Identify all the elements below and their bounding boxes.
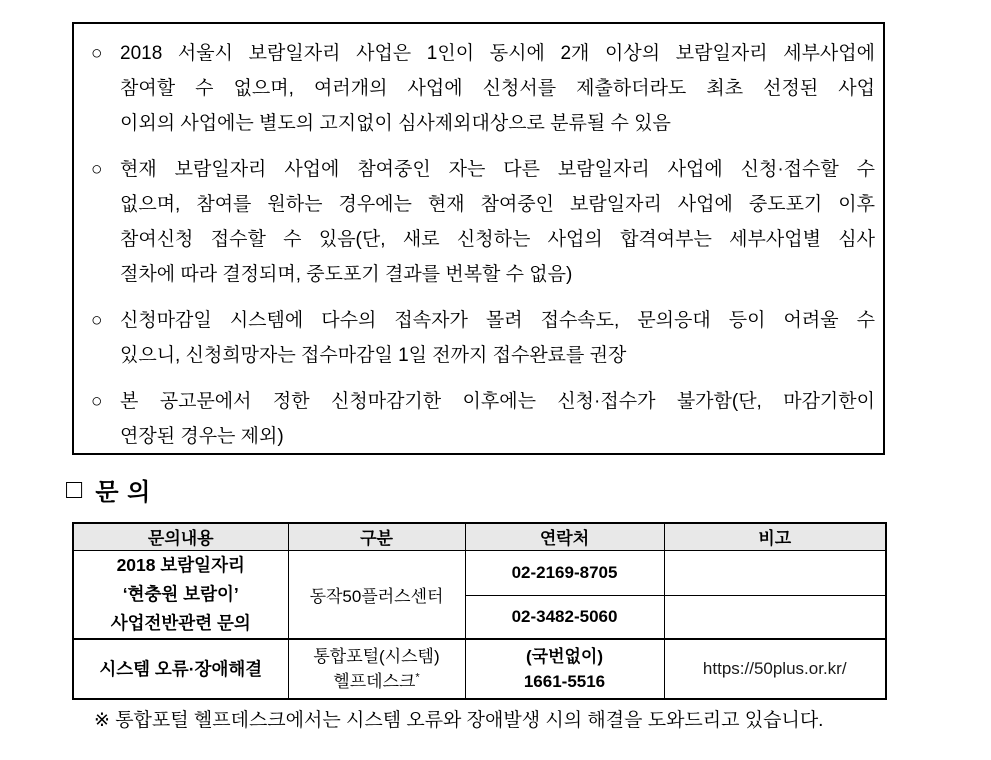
- note-cell: [664, 595, 886, 638]
- asterisk-mark: *: [415, 670, 420, 683]
- category-cell: 동작50플러스센터: [288, 550, 465, 639]
- notice-item: [91, 384, 875, 454]
- notice-line: 본 공고문에서 정한 신청마감기한 이후에는 신청·접수가 불가함(단, 마감기한이: [120, 391, 875, 412]
- notice-text: [120, 384, 875, 454]
- notice-line: 없으며, 참여를 원하는 경우에는 현재 참여중인 보람일자리 사업에 중도포기 이후: [120, 194, 875, 215]
- circle-bullet-icon: ○: [91, 391, 103, 412]
- notice-line: 참여신청 접수할 수 있음(단, 새로 신청하는 사업의 합격여부는 세부사업별 심사: [120, 229, 875, 250]
- inquiry-content-cell: [73, 550, 288, 639]
- website-url-cell: https://50plus.or.kr/: [664, 639, 886, 699]
- square-bullet-icon: □: [66, 474, 84, 504]
- inquiry-content-line: 2018 보람일자리: [116, 554, 245, 575]
- table-row: [73, 550, 886, 595]
- column-header-inquiry: 문의내용: [73, 523, 288, 550]
- notice-text: [120, 36, 875, 141]
- inquiry-table: [72, 522, 887, 700]
- inquiry-content-line: 사업전반관련 문의: [110, 612, 251, 633]
- notice-line: 있으니, 신청희망자는 접수마감일 1일 전까지 접수완료를 권장: [120, 345, 627, 366]
- section-heading: [66, 472, 151, 507]
- circle-bullet-icon: ○: [91, 159, 103, 180]
- notice-line: 참여할 수 없으며, 여러개의 사업에 신청서를 제출하더라도 최초 선정된 사업: [120, 78, 875, 99]
- notice-line: 연장된 경우는 제외): [120, 426, 284, 447]
- inquiry-content-cell: 시스템 오류·장애해결: [73, 639, 288, 699]
- category-cell: [288, 639, 465, 699]
- notice-text: [120, 152, 875, 292]
- column-header-note: 비고: [664, 523, 886, 550]
- note-cell: [664, 550, 886, 595]
- column-header-category: 구분: [288, 523, 465, 550]
- notice-line: 현재 보람일자리 사업에 참여중인 자는 다른 보람일자리 사업에 신청·접수할 수: [120, 159, 875, 180]
- category-line: 헬프데스크*: [333, 670, 420, 691]
- circle-bullet-icon: ○: [91, 310, 103, 331]
- inquiry-content-line: ‘현충원 보람이’: [122, 583, 239, 604]
- phone-number-cell: 02-3482-5060: [465, 595, 664, 638]
- notice-item: [91, 152, 875, 292]
- phone-line: 1661-5516: [523, 671, 606, 691]
- notice-line: 절차에 따라 결정되며, 중도포기 결과를 번복할 수 없음): [120, 264, 573, 285]
- phone-number-cell: [465, 639, 664, 699]
- phone-line: (국번없이): [525, 646, 603, 666]
- category-line: 통합포털(시스템): [313, 646, 440, 666]
- notice-item: [91, 36, 875, 141]
- column-header-contact: 연락처: [465, 523, 664, 550]
- notice-box: [72, 22, 885, 455]
- phone-number-cell: 02-2169-8705: [465, 550, 664, 595]
- notice-line: 신청마감일 시스템에 다수의 접속자가 몰려 접수속도, 문의응대 등이 어려울 수: [120, 310, 875, 331]
- table-row: [73, 639, 886, 699]
- table-header-row: [73, 523, 886, 550]
- notice-line: 이외의 사업에는 별도의 고지없이 심사제외대상으로 분류될 수 있음: [120, 113, 671, 134]
- notice-item: [91, 303, 875, 373]
- notice-line: 2018 서울시 보람일자리 사업은 1인이 동시에 2개 이상의 보람일자리 세부사업에: [120, 43, 875, 64]
- notice-text: [120, 303, 875, 373]
- footnote: ※ 통합포털 헬프데스크에서는 시스템 오류와 장애발생 시의 해결을 도와드리고 있습니다.: [94, 710, 824, 731]
- section-title: 문 의: [95, 479, 152, 506]
- circle-bullet-icon: ○: [91, 43, 103, 64]
